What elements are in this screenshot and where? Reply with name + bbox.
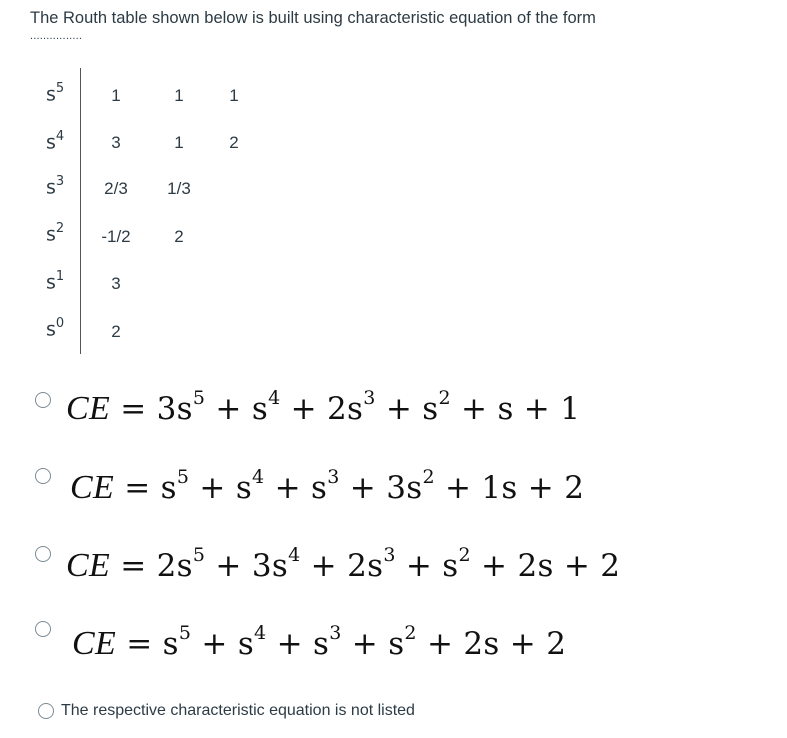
power-exponent: 0 <box>55 316 65 331</box>
equation-term: + s <box>341 626 405 662</box>
equation-exponent: 2 <box>458 543 471 566</box>
equation-exponent: 2 <box>404 621 417 644</box>
equation-term: = s <box>116 626 179 662</box>
option-2-radio[interactable] <box>35 468 51 484</box>
power-base: s <box>46 271 56 294</box>
equation-term: + s <box>191 626 255 662</box>
equation-lhs: CE <box>66 547 111 584</box>
equation-term: + 2s + 2 <box>416 626 567 662</box>
power-base: s <box>46 131 56 154</box>
equation-exponent: 4 <box>288 543 301 566</box>
routh-cell: 3 <box>111 274 121 293</box>
routh-cell: 1 <box>174 133 184 152</box>
equation-term: + s <box>375 391 439 427</box>
routh-cell: 1/3 <box>167 179 191 198</box>
equation-term: + 2s <box>280 391 364 427</box>
routh-cell: 2/3 <box>104 179 128 198</box>
routh-cell: 1 <box>111 86 121 105</box>
routh-row-power <box>46 175 64 198</box>
routh-cell: 1 <box>229 86 239 105</box>
power-exponent: 1 <box>55 269 65 284</box>
routh-table-divider <box>80 68 81 354</box>
routh-cell: 1 <box>174 86 184 105</box>
power-exponent: 3 <box>55 174 65 189</box>
equation-exponent: 4 <box>254 621 267 644</box>
equation-lhs: CE <box>72 625 117 662</box>
equation-exponent: 5 <box>192 543 206 566</box>
equation-lhs: CE <box>70 469 115 506</box>
routh-row-power <box>46 130 64 153</box>
equation-term: + 3s <box>205 548 289 584</box>
equation-exponent: 4 <box>252 465 265 488</box>
power-exponent: 4 <box>55 129 65 144</box>
routh-cell: 2 <box>229 133 239 152</box>
equation-exponent: 2 <box>438 386 451 409</box>
option-2-equation <box>70 465 585 507</box>
equation-exponent: 5 <box>192 386 206 409</box>
routh-row-power <box>46 317 64 340</box>
question-text: The Routh table shown below is built using characteristic equation of the form <box>30 9 596 27</box>
equation-exponent: 3 <box>327 465 340 488</box>
equation-exponent: 4 <box>268 386 281 409</box>
equation-term: + s <box>266 626 330 662</box>
option-1-equation <box>66 386 581 428</box>
routh-cell: -1/2 <box>101 227 131 246</box>
equation-term: + s <box>205 391 269 427</box>
option-3-equation <box>66 543 621 585</box>
equation-term: + 2s + 2 <box>470 548 621 584</box>
power-base: s <box>46 176 56 199</box>
equation-exponent: 5 <box>178 621 192 644</box>
routh-cell: 2 <box>111 322 121 341</box>
power-exponent: 5 <box>55 81 65 96</box>
power-exponent: 2 <box>55 221 65 236</box>
equation-term: + s <box>395 548 459 584</box>
equation-term: + 3s <box>339 470 423 506</box>
equation-term: + s + 1 <box>450 391 581 427</box>
equation-exponent: 2 <box>422 465 435 488</box>
equation-term: = s <box>114 470 177 506</box>
option-3-radio[interactable] <box>35 546 51 562</box>
option-5-label: The respective characteristic equation is not listed <box>61 702 415 719</box>
equation-exponent: 3 <box>383 543 396 566</box>
option-5-radio[interactable] <box>38 703 54 719</box>
routh-table <box>0 0 260 360</box>
routh-row-power <box>46 82 64 105</box>
equation-exponent: 3 <box>363 386 376 409</box>
equation-lhs: CE <box>66 390 111 427</box>
routh-row-power <box>46 270 64 293</box>
answer-blank: ................ <box>30 30 83 42</box>
option-4-equation <box>72 621 567 663</box>
routh-cell: 3 <box>111 133 121 152</box>
equation-term: = 2s <box>110 548 193 584</box>
equation-term: = 3s <box>110 391 193 427</box>
power-base: s <box>46 83 56 106</box>
option-1-radio[interactable] <box>35 392 51 408</box>
equation-exponent: 5 <box>176 465 190 488</box>
routh-row-power <box>46 222 64 245</box>
equation-term: + 1s + 2 <box>434 470 585 506</box>
equation-term: + 2s <box>300 548 384 584</box>
power-base: s <box>46 223 56 246</box>
routh-cell: 2 <box>174 227 184 246</box>
option-4-radio[interactable] <box>35 621 51 637</box>
equation-term: + s <box>189 470 253 506</box>
power-base: s <box>46 318 56 341</box>
equation-term: + s <box>264 470 328 506</box>
equation-exponent: 3 <box>329 621 342 644</box>
